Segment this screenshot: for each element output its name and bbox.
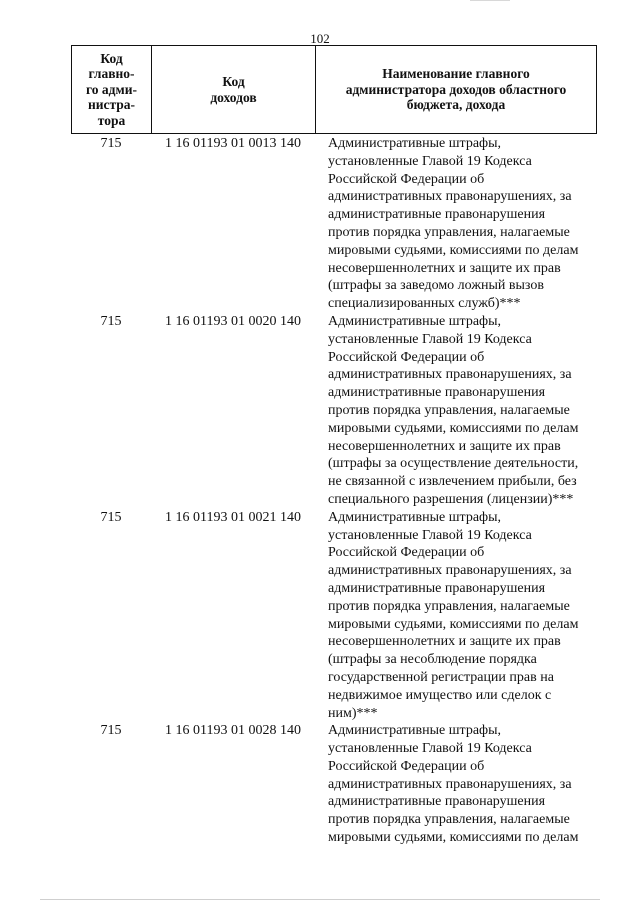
table-header: [71, 45, 597, 134]
table-row: [71, 135, 597, 313]
income-name-cell: Административные штрафы, установленные Главой 19 Кодекса Российской Федерации об административных правонарушениях, за административные правонарушения против порядка управления, налагаемые мировыми судьями, комиссиями по делам несовершеннолетних и защите их прав (штрафы за несоблюдение порядка государственной регистрации прав на недвижимое имущество или сделок с ним)***: [328, 509, 579, 721]
table-row: [71, 313, 597, 509]
income-code-cell: 1 16 01193 01 0020 140: [165, 313, 301, 329]
header-admin-code: Код главно- го адми- нистра- тора: [72, 46, 152, 133]
header-name: Наименование главного администратора доходов областного бюджета, дохода: [345, 66, 567, 113]
admin-code-cell: 715: [100, 313, 122, 329]
income-name-cell: Административные штрафы, установленные Главой 19 Кодекса Российской Федерации об административных правонарушениях, за административные правонарушения против порядка управления, налагаемые мировыми судьями, комиссиями по делам: [328, 723, 579, 846]
table-row: [71, 509, 597, 723]
scan-artifact-top: [470, 0, 510, 1]
admin-code-cell: 715: [100, 509, 122, 525]
income-code-cell: 1 16 01193 01 0013 140: [165, 136, 301, 151]
scan-artifact-bottom: [40, 899, 600, 900]
admin-code-cell: 715: [100, 723, 122, 739]
header-income-code: Код доходов: [152, 46, 316, 133]
admin-code-cell: 715: [100, 136, 122, 151]
income-name-cell: Административные штрафы, установленные Главой 19 Кодекса Российской Федерации об административных правонарушениях, за административные правонарушения против порядка управления, налагаемые мировыми судьями, комиссиями по делам несовершеннолетних и защите их прав (штрафы за осуществление деятельности, не связанной с извлечением прибыли, без специального разрешения (лицензии)***: [328, 313, 579, 507]
income-name-cell: Административные штрафы, установленные Главой 19 Кодекса Российской Федерации об административных правонарушениях, за административные правонарушения против порядка управления, налагаемые мировыми судьями, комиссиями по делам несовершеннолетних и защите их прав (штрафы за заведомо ложный вызов специализированных служб)***: [328, 136, 579, 312]
page-number: 102: [310, 31, 330, 46]
table-body: [71, 135, 597, 847]
table-row: [71, 722, 597, 847]
income-code-cell: 1 16 01193 01 0028 140: [165, 723, 301, 739]
income-code-cell: 1 16 01193 01 0021 140: [165, 509, 301, 525]
